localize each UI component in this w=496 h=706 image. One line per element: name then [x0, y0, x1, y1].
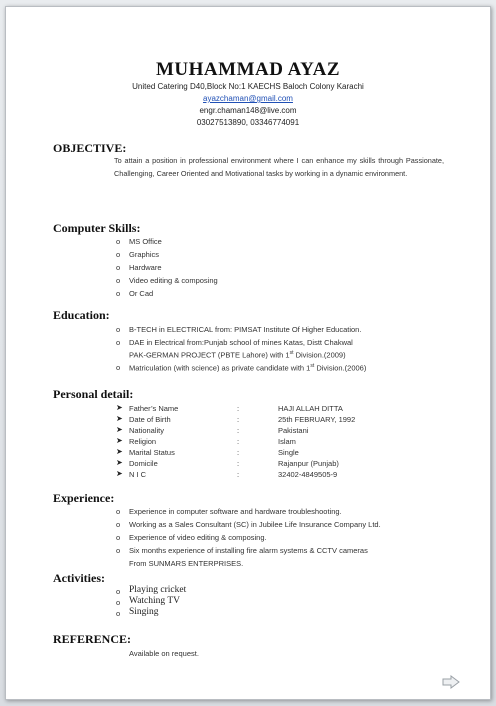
personal-value: Pakistani [278, 426, 309, 435]
experience-item-continued: From SUNMARS ENTERPRISES. [129, 559, 244, 568]
personal-colon: : [237, 459, 240, 468]
superscript: st [310, 363, 315, 369]
bullet: o [116, 587, 121, 596]
education-item [129, 363, 366, 373]
bullet: o [116, 363, 121, 372]
activity-item: Singing [129, 607, 159, 617]
experience-item: Working as a Sales Consultant (SC) in Jubilee Life Insurance Company Ltd. [129, 520, 381, 529]
email-secondary: engr.chaman148@live.com [199, 106, 297, 115]
education-text: Matriculation (with science) as private candidate with 1 [129, 363, 311, 373]
personal-value: 25th FEBRUARY, 1992 [278, 415, 356, 424]
personal-colon: : [237, 415, 240, 424]
personal-label: Father’s Name [129, 404, 179, 413]
personal-label: N I C [129, 470, 147, 479]
objective-text: To attain a position in professional environment where I can enhance my skills through Passionate, Challenging, Career Oriented and Motivational tasks by working in a dynamic environment. [114, 156, 444, 178]
education-text: PAK-GERMAN PROJECT (PBTE Lahore) with 1 [129, 350, 290, 360]
skill-item: Graphics [129, 250, 160, 259]
bullet: o [116, 276, 121, 285]
experience-item: Six months experience of installing fire alarm systems & CCTV cameras [129, 546, 368, 555]
education-item: B-TECH in ELECTRICAL from: PIMSAT Institute Of Higher Education. [129, 325, 362, 334]
bullet: o [116, 263, 121, 272]
personal-heading: Personal detail: [53, 387, 134, 401]
arrow-bullet-icon: ➤ [116, 469, 123, 478]
candidate-name: MUHAMMAD AYAZ [155, 59, 340, 80]
arrow-bullet-icon: ➤ [116, 436, 123, 445]
arrow-bullet-icon: ➤ [116, 447, 123, 456]
personal-colon: : [237, 426, 240, 435]
education-heading: Education: [53, 308, 110, 322]
personal-label: Marital Status [129, 448, 175, 457]
personal-colon: : [237, 470, 240, 479]
education-text: Division.(2009) [293, 350, 346, 360]
personal-label: Date of Birth [129, 415, 171, 424]
skills-heading: Computer Skills: [53, 221, 141, 235]
activity-item: Watching TV [129, 596, 181, 606]
experience-item: Experience in computer software and hardware troubleshooting. [129, 507, 342, 516]
personal-colon: : [237, 404, 240, 413]
bullet: o [116, 250, 121, 259]
address: United Catering D40,Block No:1 KAECHS Baloch Colony Karachi [132, 82, 364, 91]
personal-label: Nationality [129, 426, 165, 435]
email-primary-link[interactable]: ayazchaman@gmail.com [203, 94, 293, 103]
bullet: o [116, 338, 121, 347]
resume-page [5, 6, 491, 700]
next-arrow-icon[interactable] [442, 675, 460, 689]
objective-heading: OBJECTIVE: [53, 141, 127, 155]
bullet: o [116, 598, 121, 607]
bullet: o [116, 289, 121, 298]
email-primary-row [6, 94, 490, 103]
skill-item: Hardware [129, 263, 162, 272]
arrow-bullet-icon: ➤ [116, 414, 123, 423]
arrow-bullet-icon: ➤ [116, 403, 123, 412]
education-item: DAE in Electrical from:Punjab school of mines Katas, Distt Chakwal [129, 338, 353, 347]
bullet: o [116, 609, 121, 618]
skill-item: Or Cad [129, 289, 154, 298]
bullet: o [116, 546, 121, 555]
bullet: o [116, 325, 121, 334]
activities-heading: Activities: [53, 571, 105, 585]
superscript: st [289, 350, 294, 356]
bullet: o [116, 237, 121, 246]
personal-value: Islam [278, 437, 296, 446]
reference-heading: REFERENCE: [53, 632, 132, 646]
bullet: o [116, 507, 121, 516]
personal-value: 32402-4849505-9 [278, 470, 338, 479]
personal-label: Religion [129, 437, 157, 446]
activity-item: Playing cricket [129, 585, 187, 595]
education-text: Division.(2006) [314, 363, 367, 373]
personal-value: Rajanpur (Punjab) [278, 459, 339, 468]
phone-numbers: 03027513890, 03346774091 [196, 118, 300, 127]
personal-value: Single [278, 448, 299, 457]
reference-text: Available on request. [129, 649, 199, 658]
skill-item: MS Office [129, 237, 162, 246]
experience-item: Experience of video editing & composing. [129, 533, 267, 542]
education-item-continued [129, 350, 346, 360]
personal-value: HAJI ALLAH DITTA [278, 404, 343, 413]
arrow-bullet-icon: ➤ [116, 425, 123, 434]
experience-heading: Experience: [53, 491, 115, 505]
personal-label: Domicile [129, 459, 158, 468]
bullet: o [116, 533, 121, 542]
skill-item: Video editing & composing [129, 276, 218, 285]
bullet: o [116, 520, 121, 529]
personal-colon: : [237, 437, 240, 446]
arrow-bullet-icon: ➤ [116, 458, 123, 467]
personal-colon: : [237, 448, 240, 457]
